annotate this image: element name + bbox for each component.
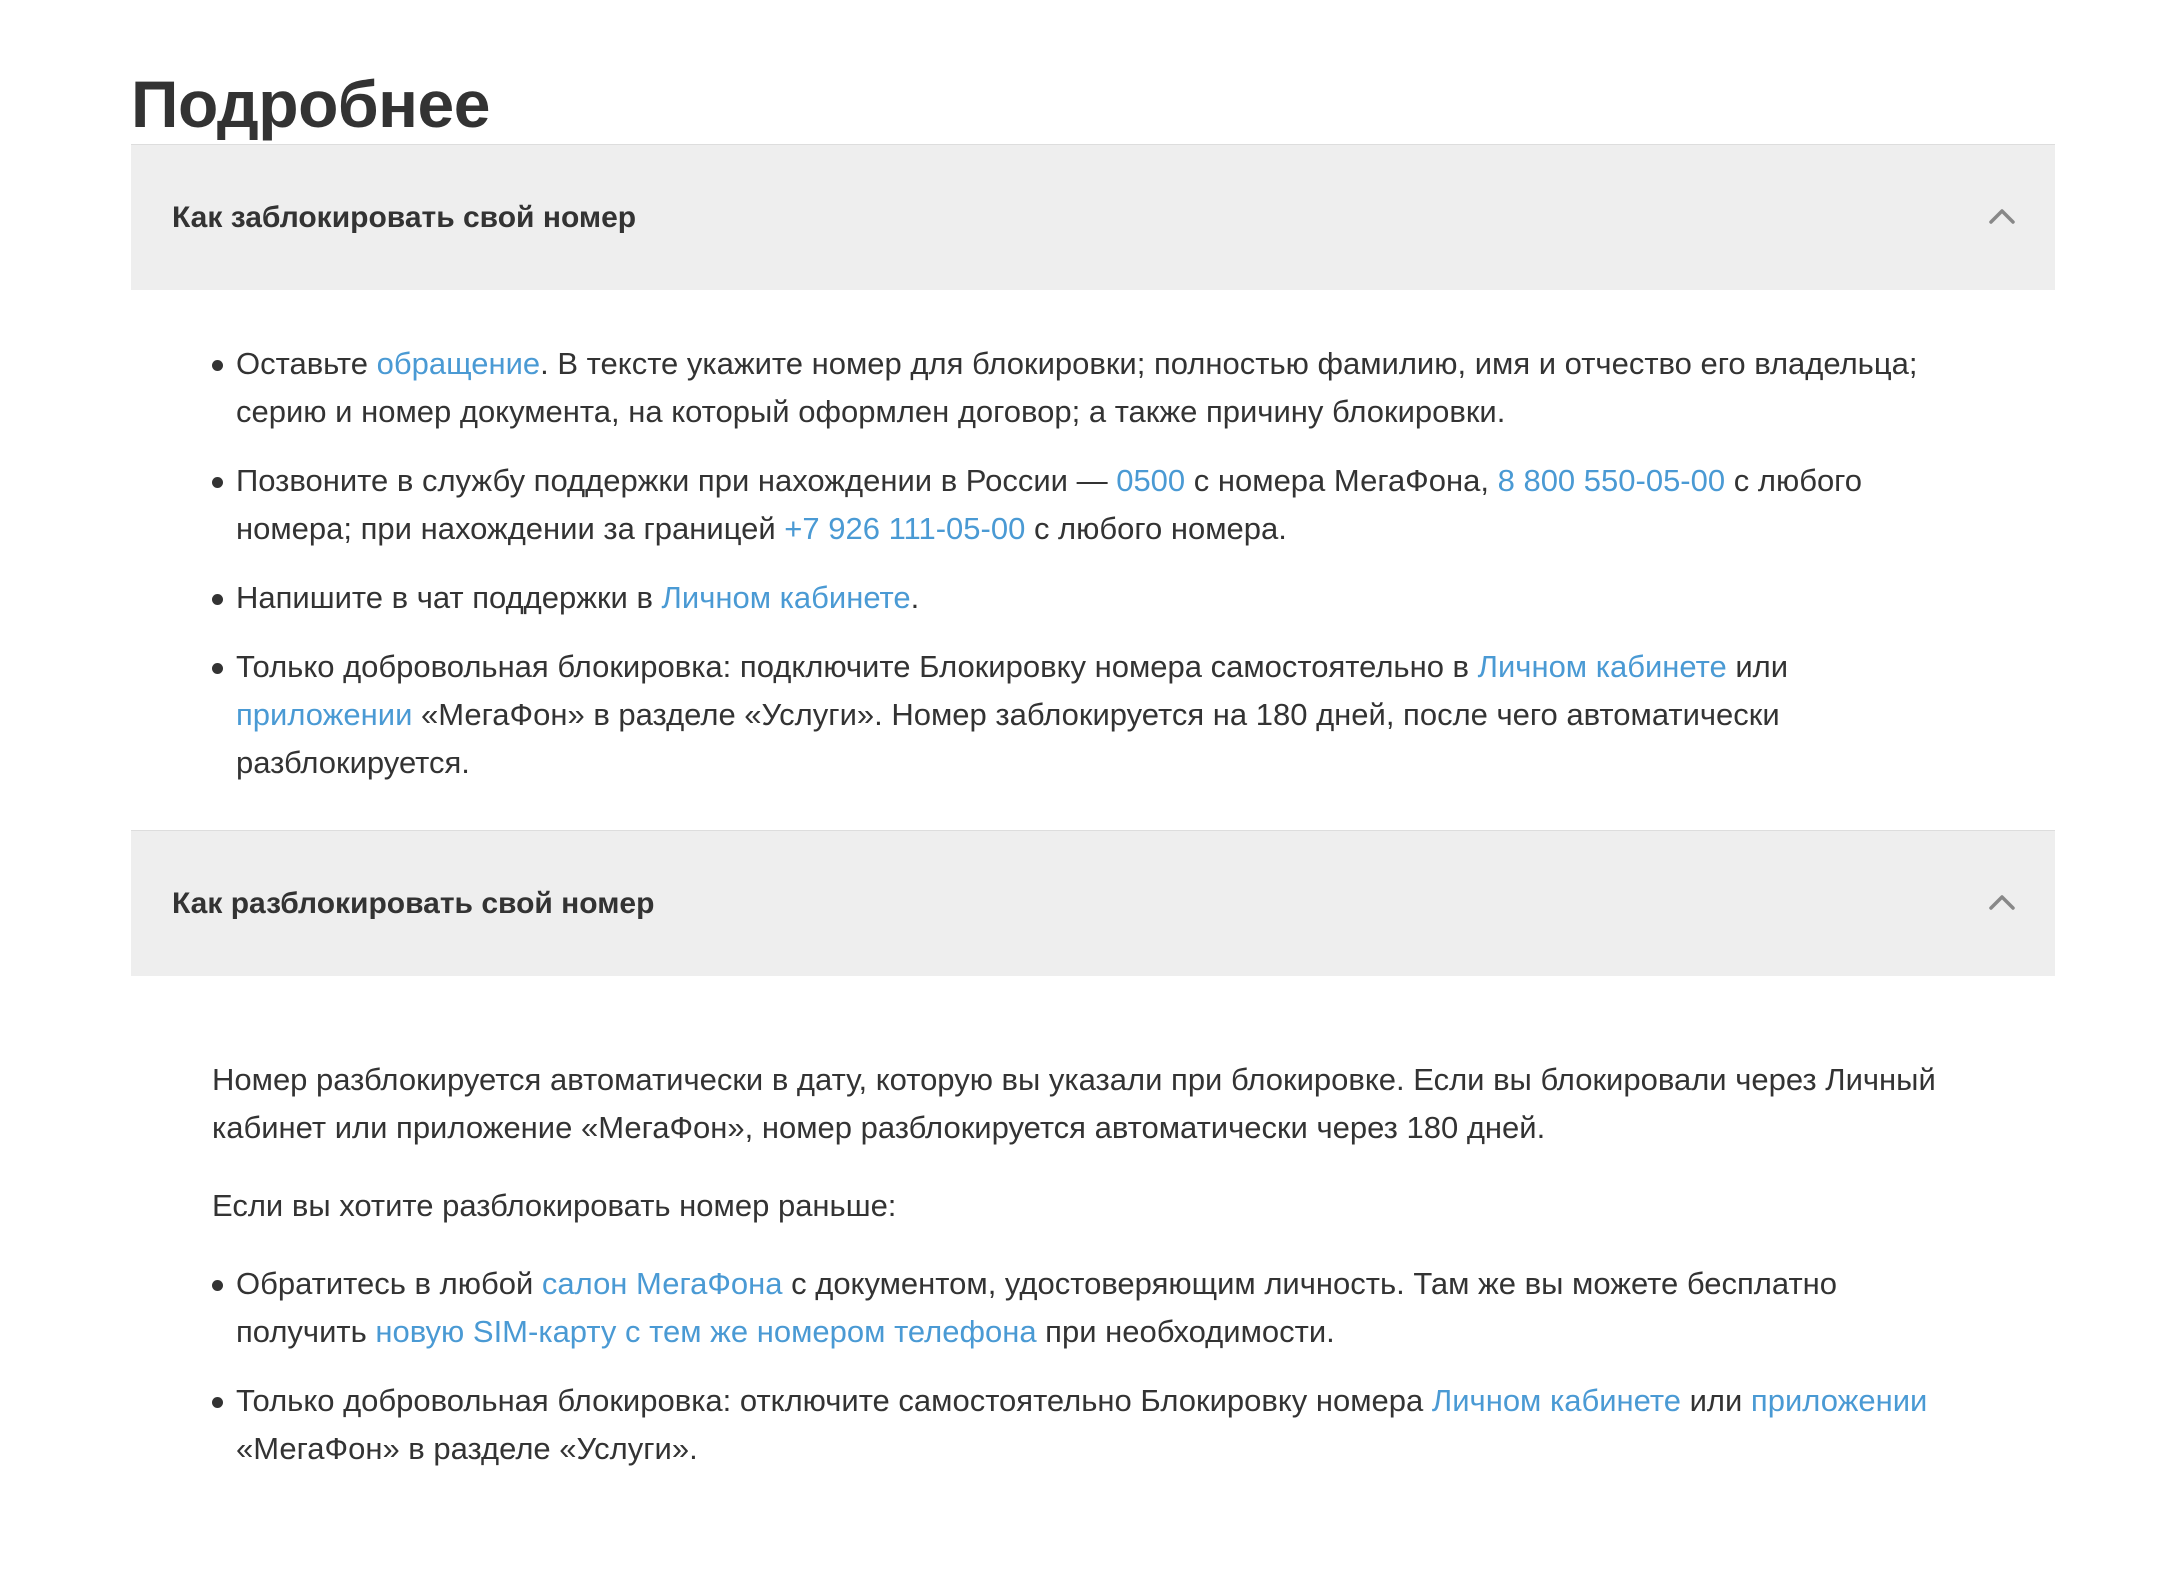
item-text: Обратитесь в любой xyxy=(236,1266,542,1301)
accordion-body-block-number xyxy=(131,290,2055,830)
item-text: с любого номера. xyxy=(1025,511,1287,546)
list-item xyxy=(131,340,1945,436)
item-text: или xyxy=(1726,649,1789,684)
unblock-options-list xyxy=(131,1260,1975,1473)
list-item xyxy=(131,643,1945,787)
paragraph: Если вы хотите разблокировать номер раньше: xyxy=(212,1188,897,1223)
accordion-title: Как разблокировать свой номер xyxy=(172,886,655,920)
accordion-title: Как заблокировать свой номер xyxy=(172,200,637,234)
item-text: Напишите в чат поддержки в xyxy=(236,580,662,615)
chevron-up-icon[interactable] xyxy=(1988,893,2016,911)
accordion-body-unblock-number xyxy=(131,976,2055,1473)
accordion-header-unblock-number[interactable] xyxy=(131,830,2055,976)
personal-account-link[interactable]: Личном кабинете xyxy=(1477,649,1727,684)
item-text: Только добровольная блокировка: отключите самостоятельно Блокировку номера xyxy=(236,1383,1432,1418)
phone-link-abroad[interactable]: +7 926 111-05-00 xyxy=(784,511,1026,546)
item-text: с любого номера; при нахождении за границей xyxy=(236,463,1863,546)
item-text: или xyxy=(1680,1383,1751,1418)
personal-account-link[interactable]: Личном кабинете xyxy=(661,580,911,615)
page-content xyxy=(131,0,2055,1473)
chevron-up-icon[interactable] xyxy=(1988,207,2016,225)
phone-link-8800[interactable]: 8 800 550-05-00 xyxy=(1497,463,1726,498)
page-title: Подробнее xyxy=(131,67,490,141)
item-text: «МегаФон» в разделе «Услуги». xyxy=(236,1431,698,1466)
item-text: Оставьте xyxy=(236,346,377,381)
item-text: «МегаФон» в разделе «Услуги». Номер заблокируется на 180 дней, после чего автоматически разблокируется. xyxy=(236,697,1780,780)
list-item xyxy=(131,574,1945,622)
accordion-header-block-number[interactable] xyxy=(131,144,2055,290)
item-text: Только добровольная блокировка: подключите Блокировку номера самостоятельно в xyxy=(236,649,1478,684)
list-item xyxy=(131,457,1945,553)
list-item xyxy=(131,1377,1975,1473)
accordion-unblock-number xyxy=(131,830,2055,1473)
personal-account-link[interactable]: Личном кабинете xyxy=(1431,1383,1681,1418)
app-link[interactable]: приложении xyxy=(236,697,413,732)
phone-link-0500[interactable]: 0500 xyxy=(1116,463,1186,498)
item-text: при необходимости. xyxy=(1036,1314,1335,1349)
item-text: . xyxy=(910,580,920,615)
item-text: с документом, удостоверяющим личность. Там же вы можете бесплатно получить xyxy=(236,1266,1837,1349)
new-sim-link[interactable]: новую SIM-карту с тем же номером телефона xyxy=(375,1314,1037,1349)
list-item xyxy=(131,1260,1975,1356)
item-text: Позвоните в службу поддержки при нахождении в России — xyxy=(236,463,1117,498)
block-options-list xyxy=(131,340,1945,787)
appeal-link[interactable]: обращение xyxy=(376,346,541,381)
paragraph: Номер разблокируется автоматически в дату, которую вы указали при блокировке. Если вы блокировали через Личный кабинет или приложение «МегаФон», номер разблокируется автоматически через 180 дней. xyxy=(212,1062,1936,1145)
accordion-block-number xyxy=(131,144,2055,830)
item-text: . В тексте укажите номер для блокировки; полностью фамилию, имя и отчество его владельца; серию и номер документа, на который оформлен договор; а также причину блокировки. xyxy=(236,346,1918,429)
store-link[interactable]: салон МегаФона xyxy=(541,1266,783,1301)
item-text: с номера МегаФона, xyxy=(1185,463,1498,498)
app-link[interactable]: приложении xyxy=(1750,1383,1928,1418)
